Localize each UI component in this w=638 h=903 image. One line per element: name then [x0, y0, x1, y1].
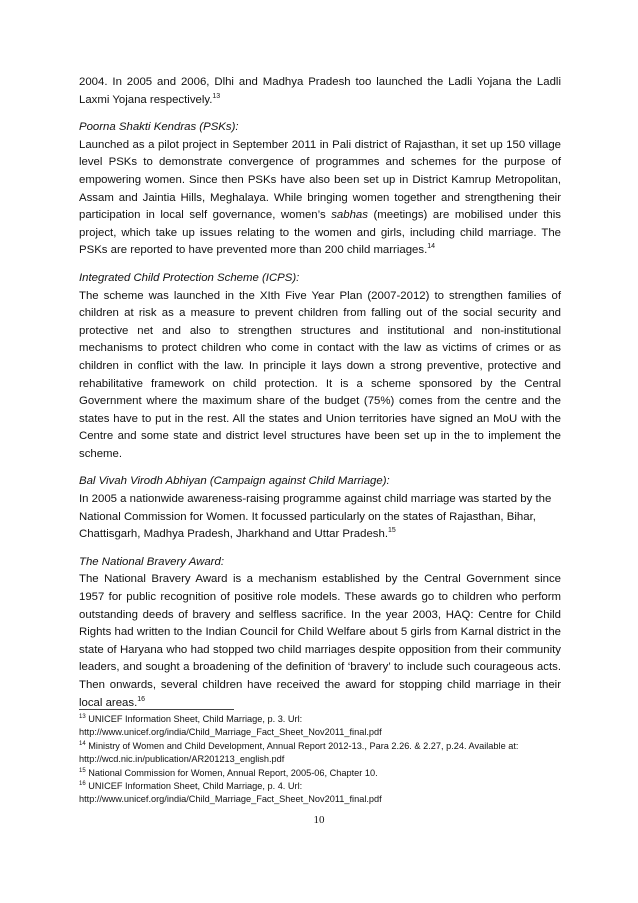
- footnote-ref-13[interactable]: 13: [212, 92, 221, 100]
- footnote-number: 13: [79, 714, 86, 720]
- section-text-bal-vivah: In 2005 a nationwide awareness-raising programme against child marriage was started by the National Commission for Women. It focussed particularly on the states of Rajasthan, Bihar, Chattisgarh, Madhya Pradesh, Jharkhand and Uttar Pradesh.: [79, 493, 552, 541]
- footnote-url[interactable]: http://wcd.nic.in/publication/AR201213_english.pdf: [79, 754, 285, 765]
- body-text: [79, 74, 561, 722]
- section-heading-bal-vivah: Bal Vivah Virodh Abhiyan (Campaign against Child Marriage):: [79, 475, 390, 488]
- intro-text: 2004. In 2005 and 2006, Dlhi and Madhya Pradesh too launched the Ladli Yojana the Ladli Laxmi Yojana respectively.: [79, 76, 561, 106]
- section-bravery-award: [79, 554, 561, 712]
- footnote-ref-16[interactable]: 16: [137, 695, 146, 703]
- footnote-13: [79, 713, 561, 740]
- section-heading-psk: Poorna Shakti Kendras (PSKs):: [79, 121, 239, 134]
- footnote-text: National Commission for Women, Annual Report, 2005-06, Chapter 10.: [88, 767, 378, 778]
- footnote-text: UNICEF Information Sheet, Child Marriage, p. 4. Url:: [88, 781, 303, 792]
- footnote-14: [79, 740, 561, 767]
- footnote-divider: [79, 709, 234, 710]
- section-text-psk-continued: (meetings) are mobilised under this project, which take up issues relating to the women and girls, including child marriage. The PSKs are reported to have prevented more than 200 child marriages.: [79, 209, 561, 257]
- section-psk: [79, 119, 561, 260]
- section-icps: [79, 270, 561, 464]
- footnote-number: 14: [79, 740, 86, 747]
- section-heading-bravery-award: The National Bravery Award:: [79, 555, 224, 568]
- footnote-number: 15: [79, 767, 86, 774]
- section-text-icps: The scheme was launched in the XIth Five Year Plan (2007-2012) to strengthen families of children at risk as a measure to prevent children from falling out of the social security and protective net and also to strengthen structures and institutional and non-institutional mechanisms to protect children who come in contact with the law as victims of crimes or as children in conflict with the law. In principle it lays down a strong preventive, protective and rehabilitative framework on child protection. It is a scheme sponsored by the Central Government where the maximum share of the budget (75%) comes from the centre and the states have to put in the rest. All the states and Union territories have signed an MoU with the Centre and some state and district level structures have been set up in the to implement the scheme.: [79, 289, 561, 460]
- footnote-ref-15[interactable]: 15: [388, 527, 396, 535]
- footnotes: [79, 709, 561, 807]
- footnote-number: 16: [79, 781, 86, 788]
- footnote-text: Ministry of Women and Child Development, Annual Report 2012-13., Para 2.26. & 2.27, p.24. Available at:: [88, 740, 519, 751]
- section-bal-vivah: [79, 473, 561, 543]
- footnote-ref-14[interactable]: 14: [427, 243, 436, 251]
- section-heading-icps: Integrated Child Protection Scheme (ICPS):: [79, 271, 300, 284]
- section-text-psk: Launched as a pilot project in September 2011 in Pali district of Rajasthan, it set up 150 village level PSKs to demonstrate convergence of programmes and schemes for the purpose of empowering women. Since then PSKs have also been set up in District Kamrup Metropolitan, Assam and Jaintia Hills, Meghalaya. While bringing women together and strengthening their participation in local self governance, women’s: [79, 138, 561, 222]
- footnote-text: UNICEF Information Sheet, Child Marriage, p. 3. Url:: [88, 714, 303, 724]
- section-emphasis-sabhas: sabhas: [331, 209, 368, 222]
- page-number: 10: [313, 814, 325, 826]
- footnote-url[interactable]: http://www.unicef.org/india/Child_Marriage_Fact_Sheet_Nov2011_final.pdf: [79, 794, 382, 805]
- intro-paragraph: [79, 74, 561, 109]
- footnote-15: [79, 767, 561, 780]
- footnote-16: [79, 780, 561, 807]
- footnote-url[interactable]: http://www.unicef.org/india/Child_Marriage_Fact_Sheet_Nov2011_final.pdf: [79, 727, 382, 738]
- section-text-bravery-award: The National Bravery Award is a mechanism established by the Central Government since 1957 for public recognition of positive role models. These awards go to children who perform outstanding deeds of bravery and selfless sacrifice. In the year 2003, HAQ: Centre for Child Rights had written to the Indian Council for Child Welfare about 5 girls from Karnal district in the state of Haryana who had stopped two child marriages despite opposition from their community leaders, and sought a broadening of the definition of ‘bravery’ to include such courageous acts. Then onwards, several children have received the award for stopping child marriage in their local areas.: [79, 573, 561, 709]
